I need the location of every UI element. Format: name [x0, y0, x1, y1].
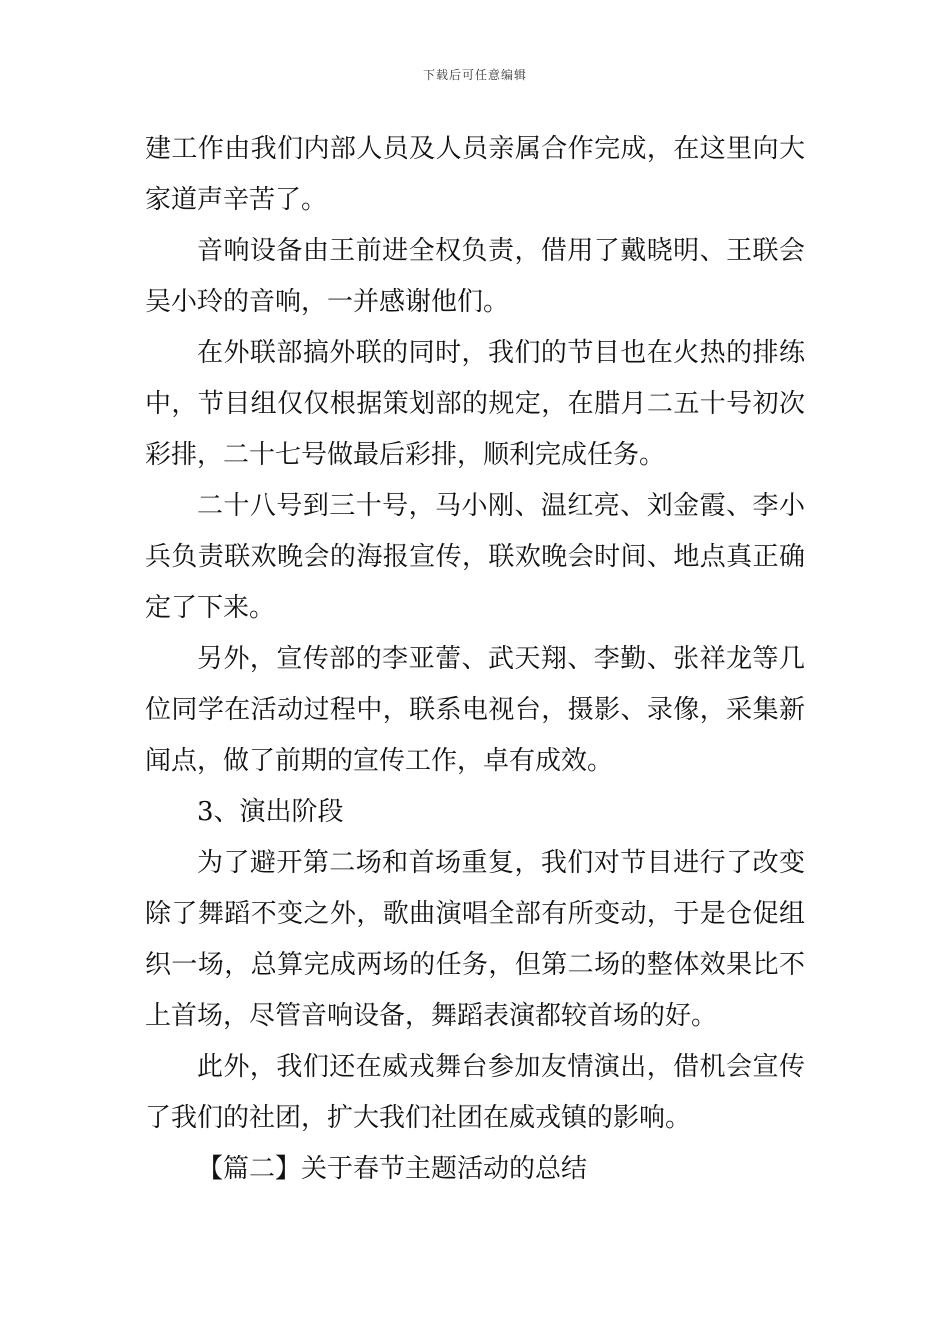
paragraph-line: 彩排，二十七号做最后彩排，顺利完成任务。 — [145, 440, 666, 470]
paragraph — [145, 634, 805, 787]
paragraph-line: 兵负责联欢晚会的海报宣传，联欢晚会时间、地点真正确 — [145, 542, 805, 572]
paragraph-line: 除了舞蹈不变之外，歌曲演唱全部有所变动，于是仓促组 — [145, 899, 805, 929]
paragraph — [145, 226, 805, 328]
paragraph-line: 【篇二】关于春节主题活动的总结 — [197, 1154, 588, 1184]
paragraph — [145, 481, 805, 634]
paragraph — [145, 124, 805, 226]
paragraph-line: 定了下来。 — [145, 593, 276, 623]
paragraph-line: 二十八号到三十号，马小刚、温红亮、刘金霞、李小 — [197, 491, 805, 521]
paragraph-line: 另外，宣传部的李亚蕾、武天翔、李勤、张祥龙等几 — [197, 644, 805, 674]
paragraph-line: 为了避开第二场和首场重复，我们对节目进行了改变 — [197, 848, 805, 878]
paragraph — [145, 328, 805, 481]
paragraph-line: 3、演出阶段 — [197, 797, 344, 827]
paragraph-line: 织一场，总算完成两场的任务，但第二场的整体效果比不 — [145, 950, 805, 980]
paragraph-line: 建工作由我们内部人员及人员亲属合作完成，在这里向大 — [145, 134, 805, 164]
paragraph — [145, 1144, 805, 1195]
paragraph-line: 在外联部搞外联的同时，我们的节目也在火热的排练 — [197, 338, 805, 368]
paragraph-line: 了我们的社团，扩大我们社团在威戎镇的影响。 — [145, 1103, 692, 1133]
paragraph — [145, 1042, 805, 1144]
paragraph-line: 家道声辛苦了。 — [145, 185, 328, 215]
document-body — [145, 124, 805, 1195]
paragraph-line: 音响设备由王前进全权负责，借用了戴晓明、王联会 — [197, 236, 805, 266]
paragraph-line: 此外，我们还在威戎舞台参加友情演出，借机会宣传 — [197, 1052, 805, 1082]
paragraph — [145, 787, 805, 838]
paragraph-line: 位同学在活动过程中，联系电视台，摄影、录像，采集新 — [145, 695, 805, 725]
paragraph — [145, 838, 805, 1042]
paragraph-line: 中，节目组仅仅根据策划部的规定，在腊月二五十号初次 — [145, 389, 805, 419]
page-header: 下载后可任意编辑 — [422, 68, 527, 82]
paragraph-line: 闻点，做了前期的宣传工作，卓有成效。 — [145, 746, 614, 776]
paragraph-line: 吴小玲的音响，一并感谢他们。 — [145, 287, 510, 317]
paragraph-line: 上首场，尽管音响设备，舞蹈表演都较首场的好。 — [145, 1001, 718, 1031]
